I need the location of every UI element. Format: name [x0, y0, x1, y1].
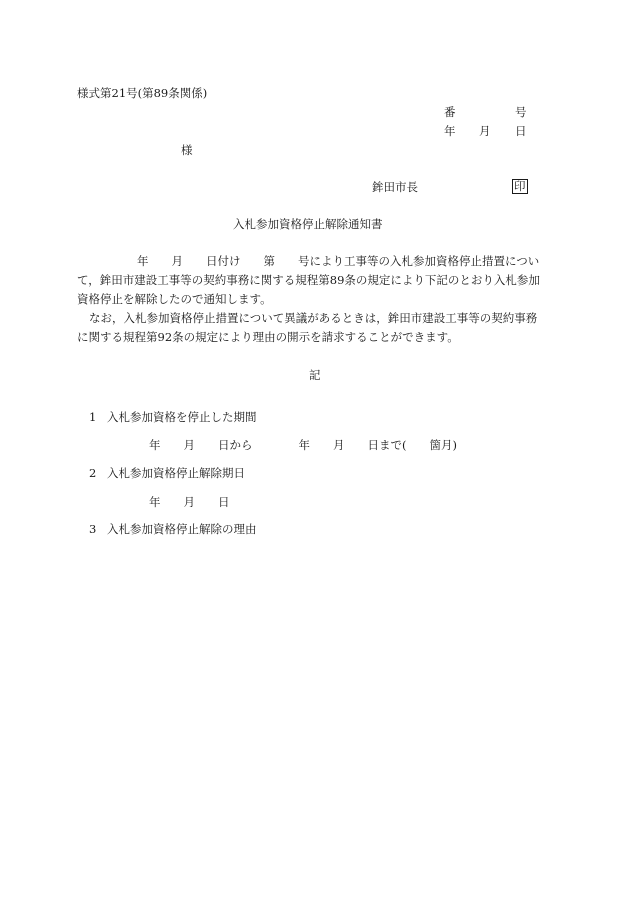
body-line-2: て，鉾田市建設工事等の契約事務に関する規程第89条の規定により下記のとおり入札参加 [77, 273, 540, 287]
issuer-name: 鉾田市長 [372, 180, 418, 194]
item-1-number: 1 [89, 410, 97, 424]
body-line-4: なお，入札参加資格停止措置について異議があるときは，鉾田市建設工事等の契約事務 [89, 311, 538, 325]
document-title: 入札参加資格停止解除通知書 [233, 217, 383, 231]
item-2-label: 入札参加資格停止解除期日 [107, 466, 245, 480]
document-number-label: 番 [444, 105, 456, 119]
form-label: 様式第21号(第89条関係) [77, 86, 208, 100]
seal-label: 印 [514, 179, 526, 193]
item-2-detail: 年 月 日 [149, 495, 230, 509]
item-2-number: 2 [89, 466, 97, 480]
ki-heading: 記 [309, 368, 321, 382]
date-month: 月 [479, 124, 491, 138]
seal-mark [512, 179, 528, 194]
body-line-5: に関する規程第92条の規定により理由の開示を請求することができます。 [77, 330, 459, 344]
date-day: 日 [515, 124, 527, 138]
item-3-label: 入札参加資格停止解除の理由 [107, 522, 257, 536]
body-line-3: 資格停止を解除したので通知します。 [77, 292, 272, 306]
item-1-detail: 年 月 日から 年 月 日まで( 箇月) [149, 438, 457, 452]
item-1-label: 入札参加資格を停止した期間 [107, 410, 257, 424]
document-number-suffix: 号 [515, 105, 527, 119]
date-year: 年 [444, 124, 456, 138]
body-line-1: 年 月 日付け 第 号により工事等の入札参加資格停止措置につい [137, 254, 540, 268]
recipient-suffix: 様 [181, 143, 193, 157]
item-3-number: 3 [89, 522, 97, 536]
